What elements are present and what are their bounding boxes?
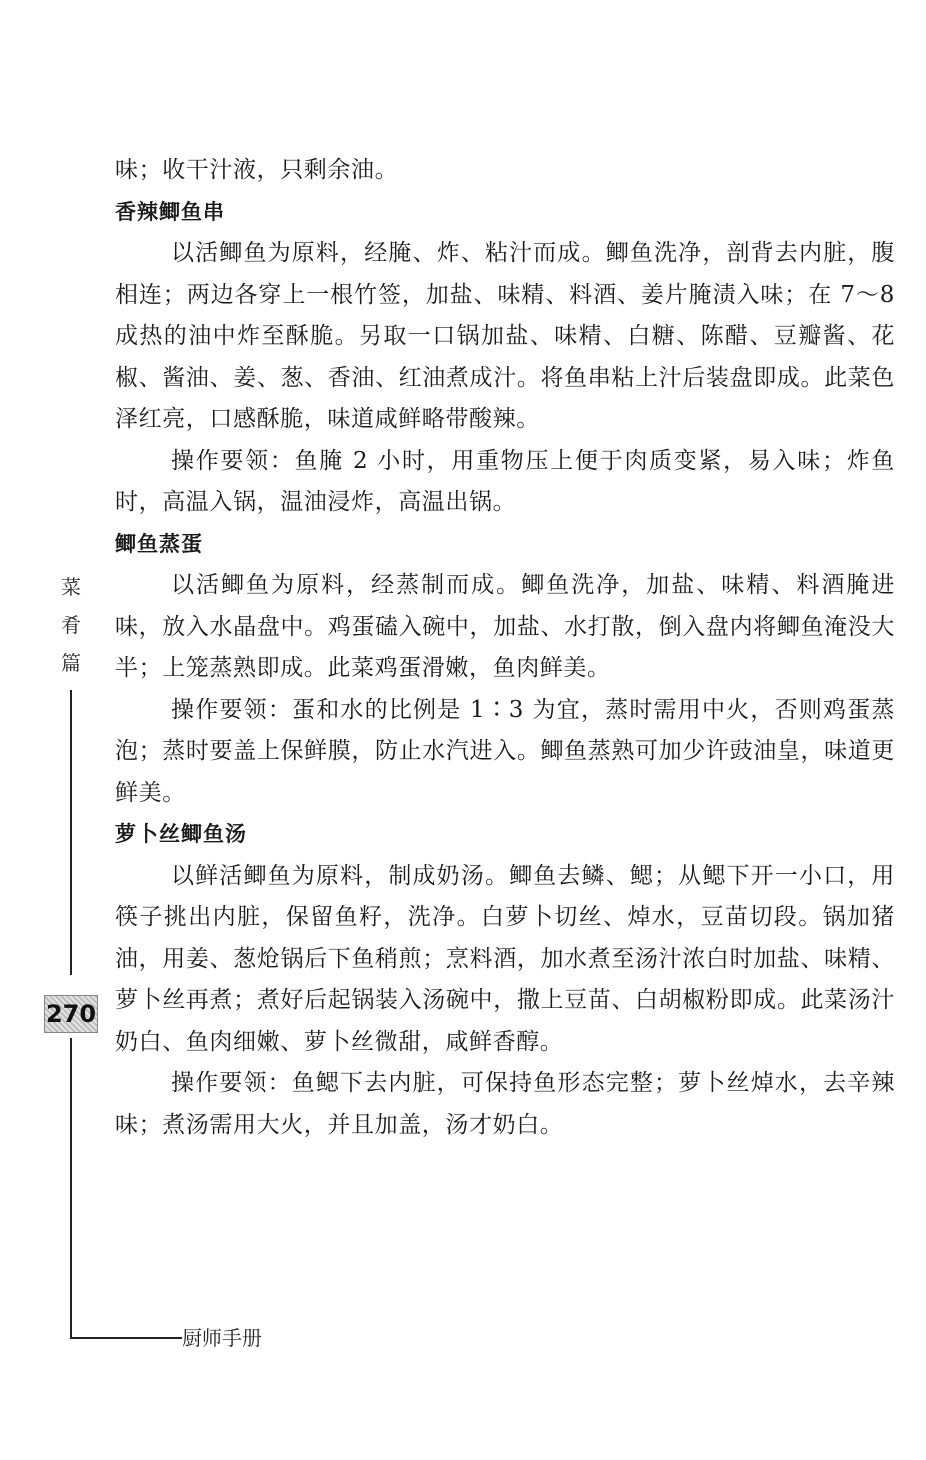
intro-line: 味；收干汁液，只剩余油。	[115, 157, 399, 183]
page-body	[115, 150, 895, 1146]
footer-book-title: 厨师手册	[182, 1326, 262, 1350]
section-tips: 操作要领：鱼鳃下去内脏，可保持鱼形态完整；萝卜丝焯水，去辛辣味；煮汤需用大火，并且加盖，汤才奶白。	[115, 1070, 895, 1138]
side-rule	[70, 690, 72, 975]
section-title-crucian-steamed-egg: 鲫鱼蒸蛋	[115, 531, 203, 556]
side-chapter-title: 菜肴篇	[61, 575, 81, 675]
footer-rule	[70, 1337, 182, 1339]
section-title-radish-crucian-soup: 萝卜丝鲫鱼汤	[115, 822, 247, 846]
section-tips: 操作要领：鱼腌 2 小时，用重物压上便于肉质变紧，易入味；炸鱼时，高温入锅，温油浸炸，高温出锅。	[115, 447, 895, 515]
section-tips: 操作要领：蛋和水的比例是 1∶3 为宜，蒸时需用中火，否则鸡蛋蒸泡；蒸时要盖上保鲜膜，防止水汽进入。鲫鱼蒸熟可加少许豉油皇，味道更鲜美。	[115, 696, 895, 806]
page-number: 270	[44, 995, 98, 1033]
side-rule	[70, 1038, 72, 1338]
section-body: 以活鲫鱼为原料，经蒸制而成。鲫鱼洗净，加盐、味精、料酒腌进味，放入水晶盘中。鸡蛋磕入碗中，加盐、水打散，倒入盘内将鲫鱼淹没大半；上笼蒸熟即成。此菜鸡蛋滑嫩，鱼肉鲜美。	[115, 572, 895, 681]
section-title-spicy-crucian-skewers: 香辣鲫鱼串	[115, 199, 225, 224]
section-body: 以活鲫鱼为原料，经腌、炸、粘汁而成。鲫鱼洗净，剖背去内脏，腹相连；两边各穿上一根竹签，加盐、味精、料酒、姜片腌渍入味；在 7～8 成热的油中炸至酥脆。另取一口锅加盐、味精、白糖、陈醋、豆瓣酱、花椒、酱油、姜、葱、香油、红油煮成汁。将鱼串粘上汁后装盘即成。此菜色泽红亮，口感酥脆，味道咸鲜略带酸辣。	[115, 240, 895, 432]
section-body: 以鲜活鲫鱼为原料，制成奶汤。鲫鱼去鳞、鳃；从鳃下开一小口，用筷子挑出内脏，保留鱼籽，洗净。白萝卜切丝、焯水，豆苗切段。锅加猪油，用姜、葱炝锅后下鱼稍煎；烹料酒，加水煮至汤汁浓白时加盐、味精、萝卜丝再煮；煮好后起锅装入汤碗中，撒上豆苗、白胡椒粉即成。此菜汤汁奶白、鱼肉细嫩、萝卜丝微甜，咸鲜香醇。	[115, 862, 895, 1055]
